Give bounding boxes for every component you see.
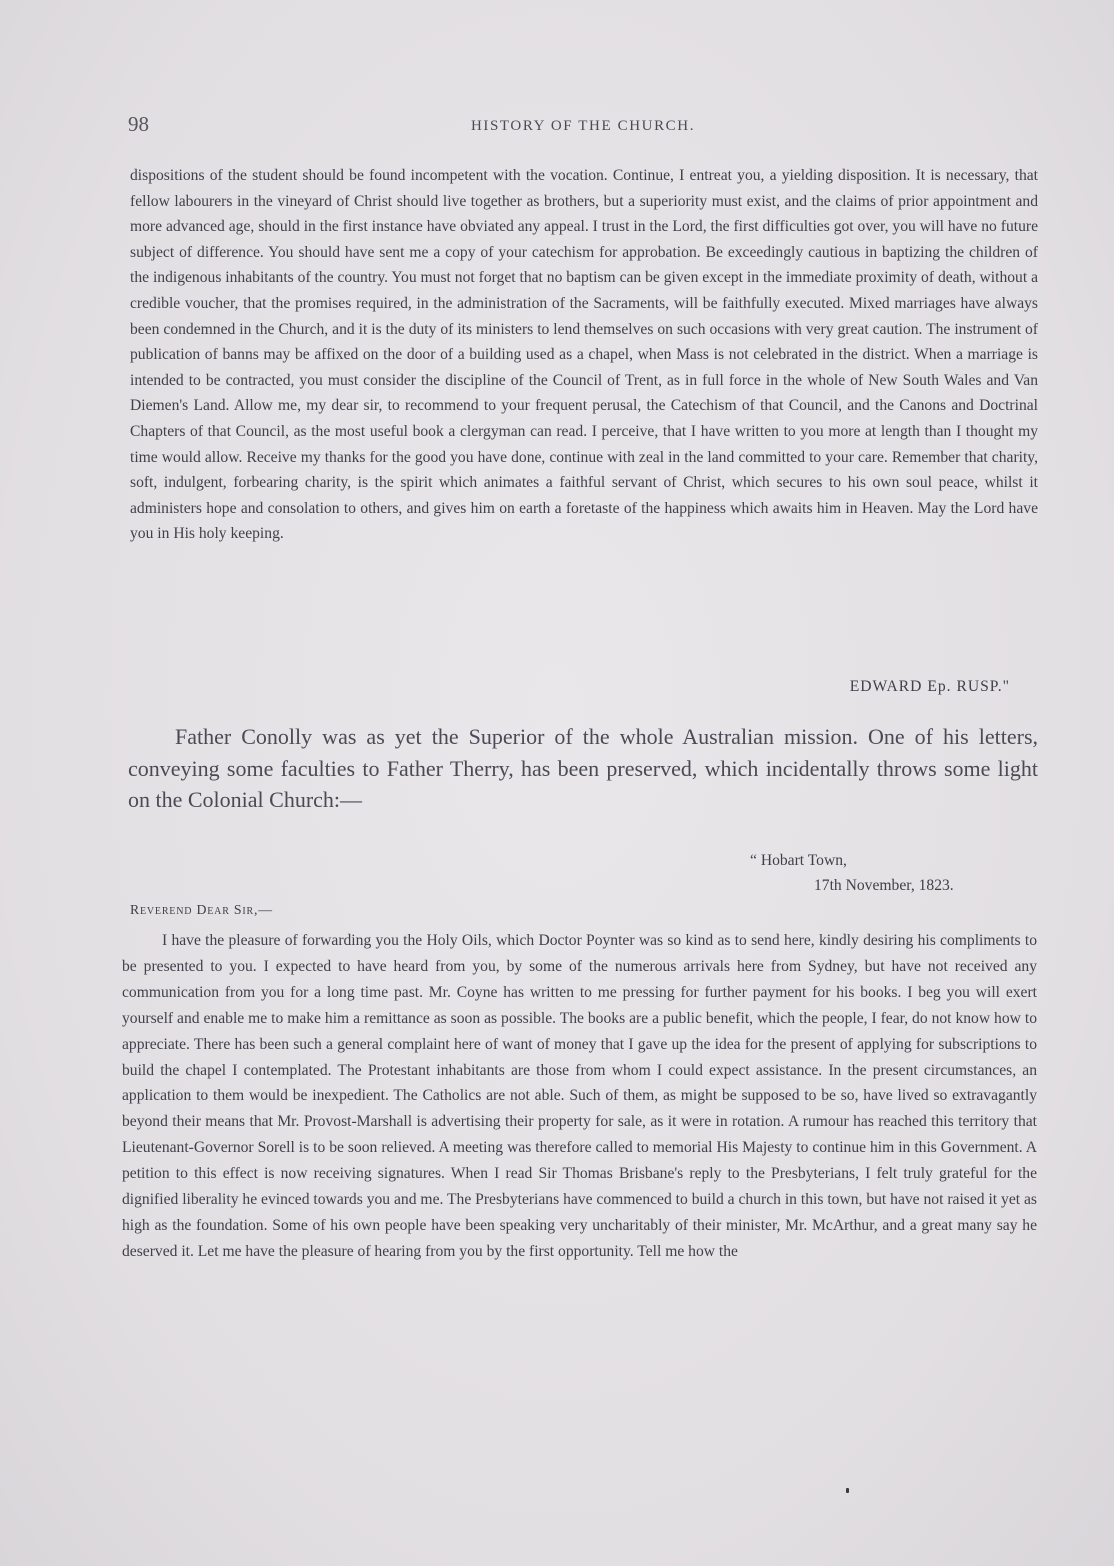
letter-continuation-text: dispositions of the student should be found incompetent with the vocation. Continue, I entreat you, a yielding disposition. It is necessary, that fellow labourers in the vineyard of Christ should live together as brothers, but a superiority must exist, and the claims of prior appointment and more advanced age, should in the first instance have obviated any appeal. I trust in the Lord, the first difficulties got over, you will have no future subject of difference. You should have sent me a copy of your catechism for approbation. Be exceedingly cautious in baptizing the children of the indigenous inhabitants of the country. You must not forget that no baptism can be given except in the immediate proximity of death, without a credible voucher, that the promises required, in the administration of the Sacraments, will be faithfully executed. Mixed marriages have always been condemned in the Church, and it is the duty of its ministers to lend themselves on such occasions with very great caution. The instrument of publication of banns may be affixed on the door of a building used as a chapel, when Mass is not celebrated in the district. When a marriage is intended to be contracted, you must consider the discipline of the Council of Trent, as in full force in the whole of New South Wales and Van Diemen's Land. Allow me, my dear sir, to recommend to your frequent perusal, the Catechism of that Council, and the Canons and Doctrinal Chapters of that Council, as the most useful book a clergyman can read. I perceive, that I have written to you more at length than I thought my time would allow. Receive my thanks for the good you have done, continue with zeal in the land committed to your care. Remember that charity, soft, indulgent, forbearing charity, is the spirit which animates a faithful servant of Christ, which secures to his own soul peace, whilst it administers hope and consolation to others, and gives him on earth a foretaste of the happiness which awaits him in Heaven. May the Lord have you in His holy keeping. xyxy=(130,167,1038,543)
letter-signature: EDWARD Ep. RUSP." xyxy=(849,678,1010,695)
page-number: 98 xyxy=(128,112,149,136)
letter-body xyxy=(122,928,1037,1265)
ink-speck xyxy=(846,1488,849,1493)
narrative-text: Father Conolly was as yet the Superior of the whole Australian mission. One of his letters, conveying some faculties to Father Therry, has been preserved, which incidentally throws some light on the Colonial Church:— xyxy=(128,724,1038,812)
letter-place: “ Hobart Town, xyxy=(750,852,847,869)
letter-salutation: Reverend Dear Sir,— xyxy=(130,902,273,917)
page-header-title: HISTORY OF THE CHURCH. xyxy=(470,118,696,134)
letter-body-text: I have the pleasure of forwarding you the Holy Oils, which Doctor Poynter was so kind as to send here, kindly desiring his compliments to be presented to you. I expected to have heard from you, by some of the numerous arrivals here from Sydney, but have not received any communication from you for a long time past. Mr. Coyne has written to me pressing for further payment for his books. I beg you will exert yourself and enable me to make him a remittance as soon as possible. The books are a public benefit, which the people, I fear, do not know how to appreciate. There has been such a general complaint here of want of money that I gave up the idea for the present of applying for subscriptions to build the chapel I contemplated. The Protestant inhabitants are those from whom I could expect assistance. In the present circumstances, an application to them would be inexpedient. The Catholics are not able. Such of them, as might be supposed to be so, have lived so extravagantly beyond their means that Mr. Provost-Marshall is advertising their property for sale, as it were in rotation. A rumour has reached this territory that Lieutenant-Governor Sorell is to be soon relieved. A meeting was therefore called to memorial His Majesty to continue him in this Government. A petition to this effect is now receiving signatures. When I read Sir Thomas Brisbane's reply to the Presbyterians, I felt truly grateful for the dignified liberality he evinced towards you and me. The Presbyterians have commenced to build a church in this town, but have not raised it yet as high as the foundation. Some of his own people have been speaking very uncharitably of their minister, Mr. McArthur, and a great many say he deserved it. Let me have the pleasure of hearing from you by the first opportunity. Tell me how the xyxy=(122,932,1037,1260)
running-head xyxy=(128,112,1038,142)
letter-date: 17th November, 1823. xyxy=(814,877,954,894)
letter-continuation xyxy=(130,163,1038,547)
narrative-paragraph xyxy=(128,721,1038,816)
